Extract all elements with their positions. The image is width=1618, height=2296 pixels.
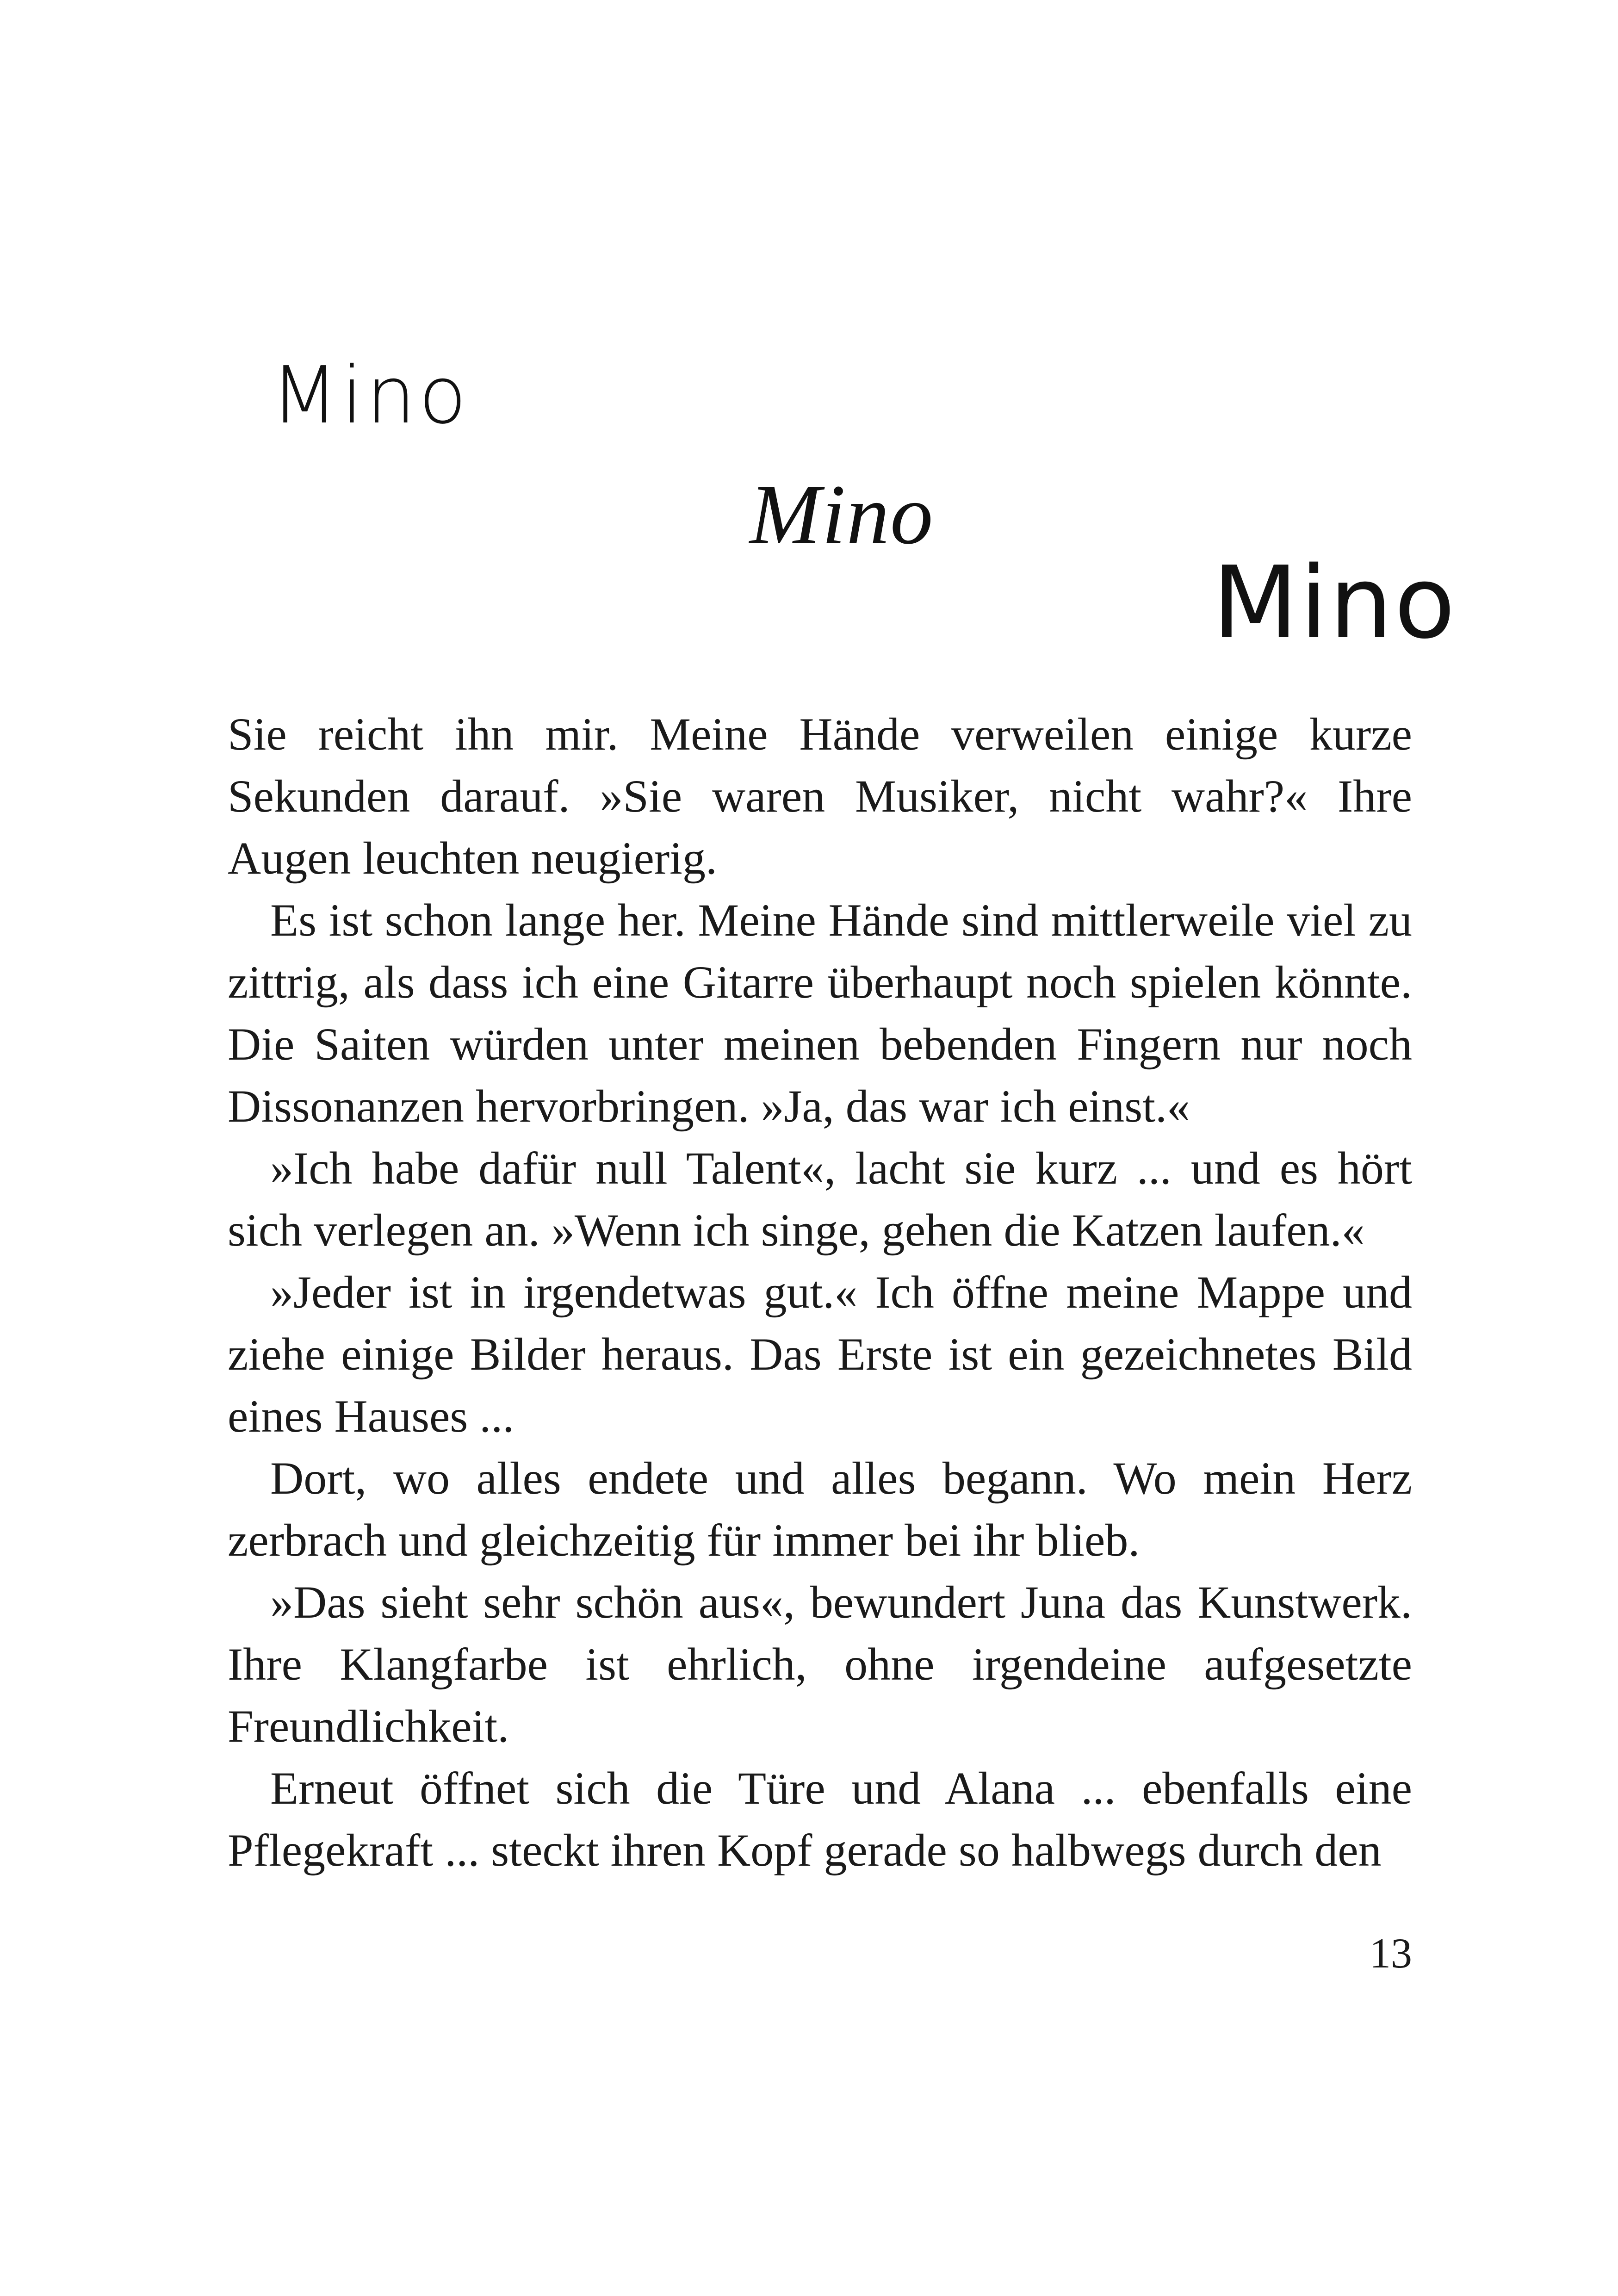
chapter-title-handwritten-1: Mino [271,350,470,441]
paragraph: Dort, wo alles endete und alles begann. Wo mein Herz zerbrach und gleichzeitig für immer bei ihr blieb. [228,1452,1412,1566]
body-text [228,703,1412,1881]
chapter-title-handwritten-3: Mino [1212,545,1457,661]
paragraph: Es ist schon lange her. Meine Hände sind mittlerweile viel zu zittrig, als dass ich eine Gitarre überhaupt noch spielen könnte. Die Saiten würden unter meinen bebenden Fingern nur noch Dissonanzen hervorbringen. »Ja, das war ich einst.« [228,894,1412,1132]
paragraph: »Das sieht sehr schön aus«, bewundert Juna das Kunstwerk. Ihre Klangfarbe ist ehrlich, ohne irgendeine aufgesetzte Freundlichkeit. [228,1576,1412,1752]
paragraph: »Jeder ist in irgendetwas gut.« Ich öffne meine Mappe und ziehe einige Bilder heraus. Das Erste ist ein gezeichnetes Bild eines Hauses ... [228,1266,1412,1442]
chapter-title-handwritten-2: Mino [750,467,934,562]
paragraph: Erneut öffnet sich die Türe und Alana ... ebenfalls eine Pflegekraft ... steckt ihren Kopf gerade so halbwegs durch den [228,1762,1412,1876]
paragraph: Sie reicht ihn mir. Meine Hände verweilen einige kurze Sekunden darauf. »Sie waren Musiker, nicht wahr?« Ihre Augen leuchten neugierig. [228,708,1412,884]
page-number: 13 [1370,1930,1412,1977]
paragraph: »Ich habe dafür null Talent«, lacht sie kurz ... und es hört sich verlegen an. »Wenn ich singe, gehen die Katzen laufen.« [228,1142,1412,1256]
